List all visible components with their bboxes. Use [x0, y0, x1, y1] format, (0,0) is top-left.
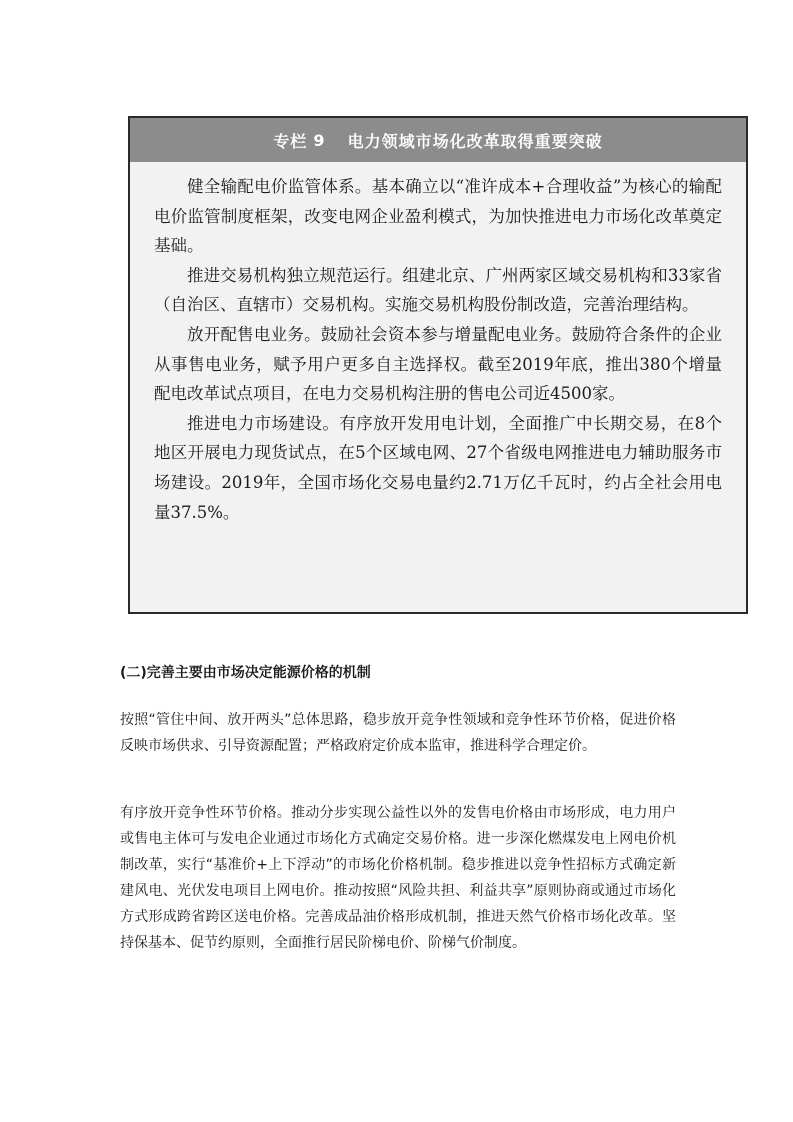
section-heading: (二)完善主要由市场决定能源价格的机制	[120, 665, 371, 681]
feature-paragraph: 推进电力市场建设。有序放开发用电计划，全面推广中长期交易，在8个地区开展电力现货试点，在5个区域电网、27个省级电网推进电力辅助服务市场建设。2019年，全国市场化交易电量约2.71万亿千瓦时，约占全社会用电量37.5%。	[154, 413, 722, 522]
body-paragraph: 按照“管住中间、放开两头”总体思路，稳步放开竞争性领域和竞争性环节价格，促进价格反映市场供求、引导资源配置；严格政府定价成本监审，推进科学合理定价。	[120, 712, 676, 754]
feature-paragraph: 推进交易机构独立规范运行。组建北京、广州两家区域交易机构和33家省（自治区、直辖市）交易机构。实施交易机构股份制改造，完善治理结构。	[154, 265, 722, 315]
feature-paragraph: 健全输配电价监管体系。基本确立以“准许成本+合理收益”为核心的输配电价监管制度框架，改变电网企业盈利模式，为加快推进电力市场化改革奠定基础。	[154, 177, 722, 256]
feature-box-label: 专栏	[273, 131, 308, 151]
feature-paragraph: 放开配售电业务。鼓励社会资本参与增量配电业务。鼓励符合条件的企业从事售电业务，赋予用户更多自主选择权。截至2019年底，推出380个增量配电改革试点项目，在电力交易机构注册的售电公司近4500家。	[154, 324, 722, 404]
feature-box	[128, 116, 748, 614]
feature-box-header	[130, 118, 746, 162]
feature-box-number: 9	[313, 130, 326, 150]
feature-box-title: 电力领域市场化改革取得重要突破	[347, 131, 603, 151]
body-paragraph: 有序放开竞争性环节价格。推动分步实现公益性以外的发售电价格由市场形成，电力用户或售电主体可与发电企业通过市场化方式确定交易价格。进一步深化燃煤发电上网电价机制改革，实行“基准价+上下浮动”的市场化价格机制。稳步推进以竞争性招标方式确定新建风电、光伏发电项目上网电价。推动按照“风险共担、利益共享”原则协商或通过市场化方式形成跨省跨区送电价格。完善成品油价格形成机制，推进天然气价格市场化改革。坚持保基本、促节约原则，全面推行居民阶梯电价、阶梯气价制度。	[120, 805, 676, 951]
feature-box-body	[130, 162, 746, 527]
